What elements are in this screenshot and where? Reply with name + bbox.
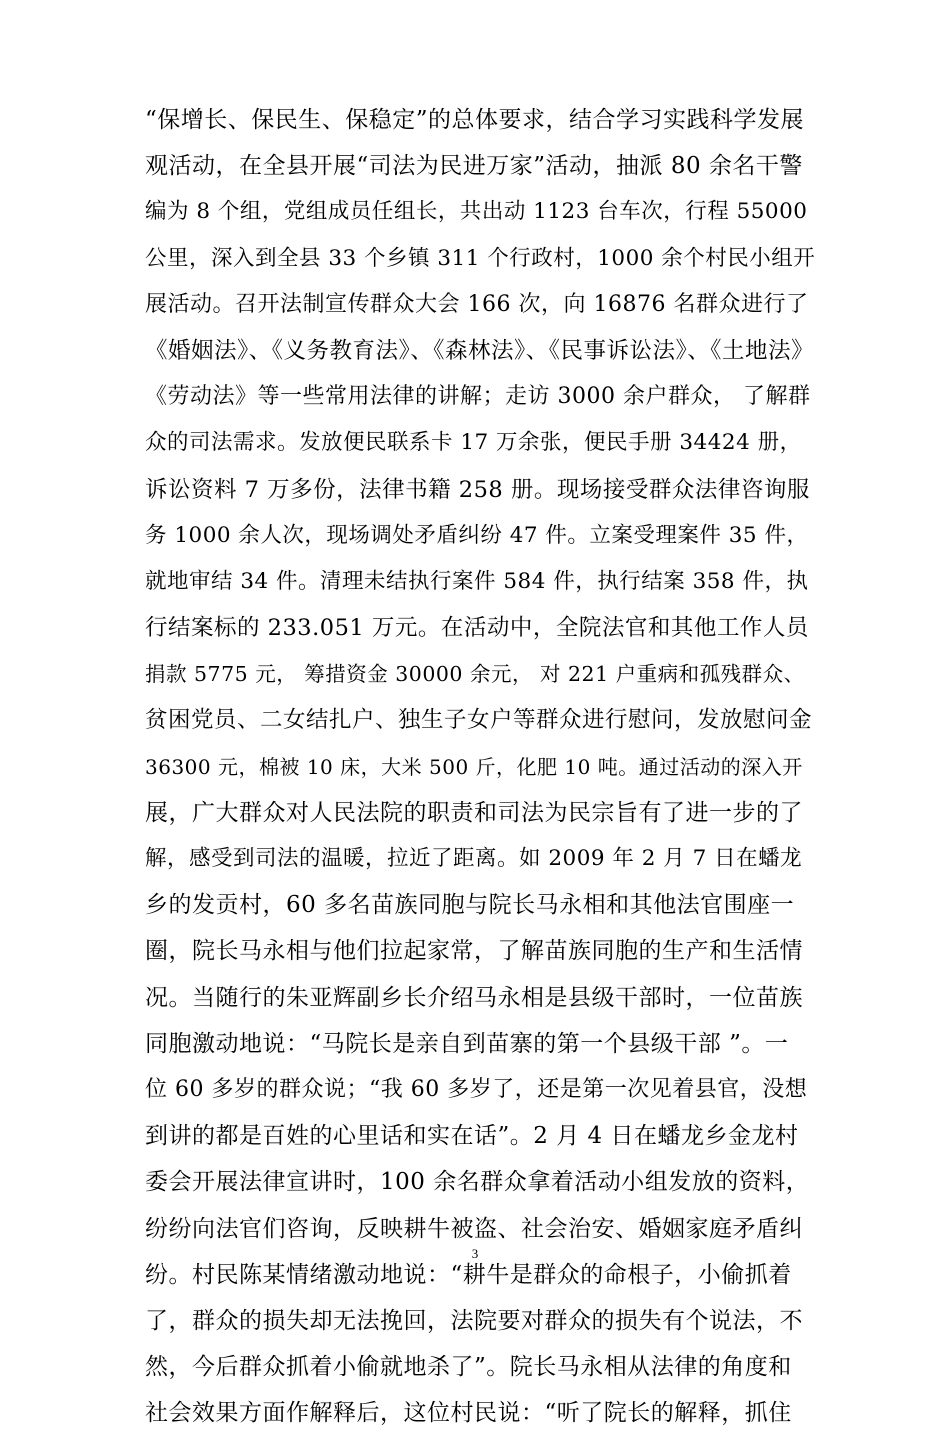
text-line-3: 编为 8 个组，党组成员任组长，共出动 1123 台车次，行程 55000 [145, 199, 808, 225]
text-line-25: 纷纷向法官们咨询，反映耕牛被盗、社会治安、婚姻家庭矛盾纠 [145, 1215, 803, 1242]
text-line-23: 到讲的都是百姓的心里话和实在话”。2 月 4 日在蟠龙乡金龙村 [145, 1123, 799, 1150]
text-line-26: 纷。村民陈某情绪激动地说：“耕牛是群众的命根子，小偷抓着 [145, 1261, 792, 1288]
text-line-5: 展活动。召开法制宣传群众大会 166 次，向 16876 名群众进行了 [145, 291, 809, 317]
text-line-17: 解，感受到司法的温暖，拉近了距离。如 2009 年 2 月 7 日在蟠龙 [145, 846, 803, 871]
text-line-12: 行结案标的 233.051 万元。在活动中，全院法官和其他工作人员 [145, 615, 809, 642]
text-line-15: 36300 元，棉被 10 床，大米 500 斤，化肥 10 吨。通过活动的深入开 [145, 754, 803, 779]
text-line-10: 务 1000 余人次，现场调处矛盾纠纷 47 件。立案受理案件 35 件， [145, 522, 809, 548]
text-line-24: 委会开展法律宣讲时，100 余名群众拿着活动小组发放的资料， [145, 1169, 810, 1196]
text-line-14: 贫困党员、二女结扎户、独生子女户等群众进行慰问，发放慰问金 [145, 707, 813, 734]
text-line-18: 乡的发贡村，60 多名苗族同胞与院长马永相和其他法官围座一 [145, 892, 795, 919]
text-line-21: 同胞激动地说：“马院长是亲自到苗寨的第一个县级干部 ”。一 [145, 1030, 789, 1057]
page-number: 3 [471, 1246, 479, 1261]
text-line-1: “保增长、保民生、保稳定”的总体要求，结合学习实践科学发展 [145, 107, 805, 133]
text-line-27: 了，群众的损失却无法挽回，法院要对群众的损失有个说法，不 [145, 1307, 803, 1334]
text-line-2: 观活动，在全县开展“司法为民进万家”活动，抽派 80 余名干警 [145, 153, 803, 180]
text-line-13: 捐款 5775 元， 筹措资金 30000 余元， 对 221 户重病和孤残群众、 [145, 662, 805, 687]
text-line-6: 《婚姻法》、《义务教育法》、《森林法》、《民事诉讼法》、《土地法》 [145, 337, 815, 364]
text-line-19: 圈，院长马永相与他们拉起家常，了解苗族同胞的生产和生活情 [145, 938, 803, 965]
text-line-28: 然，今后群众抓着小偷就地杀了”。院长马永相从法律的角度和 [145, 1354, 792, 1381]
text-line-8: 众的司法需求。发放便民联系卡 17 万余张，便民手册 34424 册， [145, 430, 802, 456]
text-line-4: 公里，深入到全县 33 个乡镇 311 个行政村，1000 余个村民小组开 [145, 245, 816, 271]
body-text [145, 97, 815, 1436]
text-line-22: 位 60 多岁的群众说；“我 60 多岁了，还是第一次见着县官，没想 [145, 1076, 808, 1102]
text-line-20: 况。当随行的朱亚辉副乡长介绍马永相是县级干部时，一位苗族 [145, 984, 803, 1011]
text-line-9: 诉讼资料 7 万多份，法律书籍 258 册。现场接受群众法律咨询服 [145, 476, 810, 503]
text-line-16: 展，广大群众对人民法院的职责和司法为民宗旨有了进一步的了 [145, 799, 803, 826]
text-line-7: 《劳动法》等一些常用法律的讲解；走访 3000 余户群众， 了解群 [145, 384, 811, 410]
text-line-29: 社会效果方面作解释后，这位村民说：“听了院长的解释，抓住 [145, 1400, 792, 1427]
text-line-11: 就地审结 34 件。清理未结执行案件 584 件，执行结案 358 件，执 [145, 568, 809, 594]
